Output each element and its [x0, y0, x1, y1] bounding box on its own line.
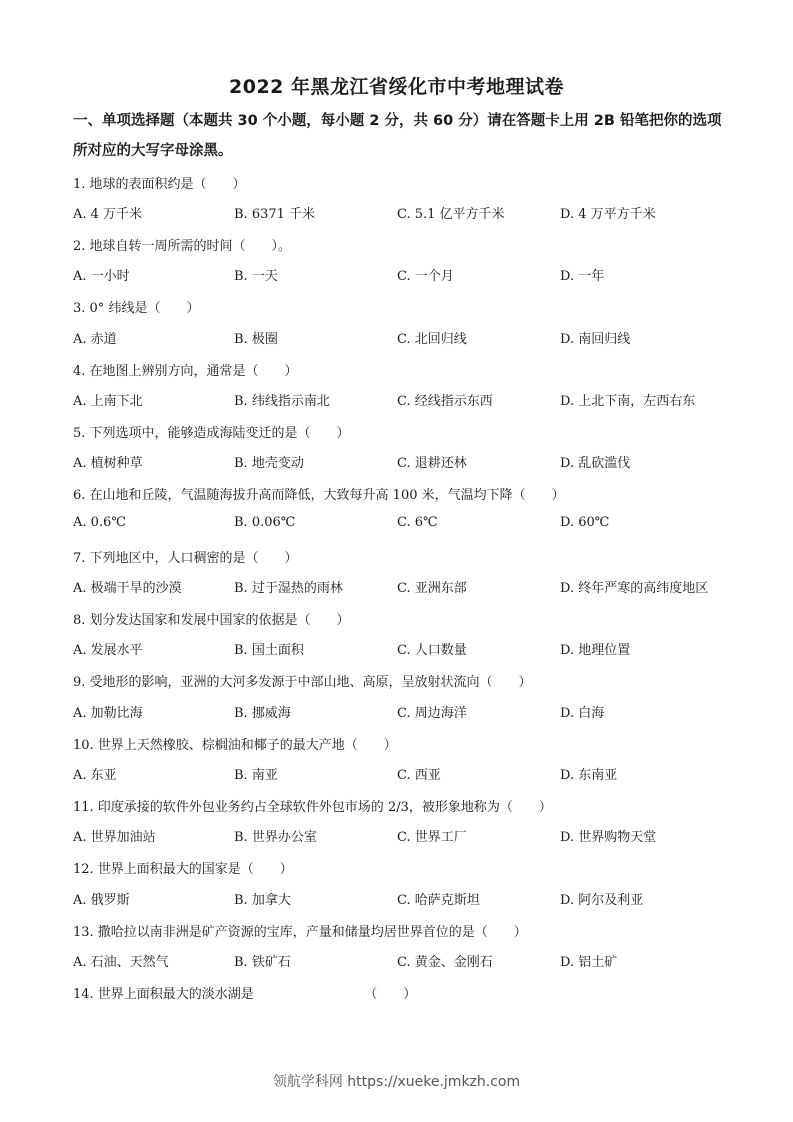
option-b: B. 6371 千米	[234, 207, 316, 222]
option-b: B. 国土面积	[234, 643, 304, 658]
question-options	[73, 203, 733, 223]
option-d: D. 60℃	[560, 515, 610, 530]
question-options	[73, 577, 733, 597]
question-stem: 3. 0° 纬线是（ ）	[73, 301, 200, 316]
question-options	[73, 265, 733, 285]
question-options	[73, 889, 733, 909]
question-stem: 7. 下列地区中，人口稠密的是（ ）	[73, 551, 298, 566]
question-options	[73, 826, 733, 846]
question-stem: 14. 世界上面积最大的淡水湖是 （ ）	[73, 987, 417, 1002]
option-b: B. 铁矿石	[234, 955, 291, 970]
question-stem: 12. 世界上面积最大的国家是（ ）	[73, 862, 293, 877]
option-c: C. 人口数量	[397, 643, 467, 658]
question-stem: 6. 在山地和丘陵，气温随海拔升高而降低，大致每升高 100 米，气温均下降（ ）	[73, 488, 565, 503]
option-c: C. 西亚	[397, 768, 441, 783]
option-a: A. 石油、天然气	[73, 955, 169, 970]
option-c: C. 6℃	[397, 515, 438, 530]
option-b: B. 纬线指示南北	[234, 394, 330, 409]
option-d: D. 上北下南，左西右东	[560, 394, 696, 409]
option-b: B. 加拿大	[234, 893, 291, 908]
option-d: D. 世界购物天堂	[560, 830, 657, 845]
question-options	[73, 515, 733, 535]
question-options	[73, 452, 733, 472]
question-stem: 5. 下列选项中，能够造成海陆变迁的是（ ）	[73, 426, 350, 441]
option-a: A. 一小时	[73, 269, 130, 284]
option-c: C. 黄金、金刚石	[397, 955, 493, 970]
question-stem: 1. 地球的表面积约是（ ）	[73, 177, 246, 192]
option-a: A. 上南下北	[73, 394, 143, 409]
option-b: B. 世界办公室	[234, 830, 317, 845]
question-stem: 4. 在地图上辨别方向，通常是（ ）	[73, 364, 298, 379]
option-a: A. 0.6℃	[73, 515, 126, 530]
option-d: D. 终年严寒的高纬度地区	[560, 581, 709, 596]
question-stem: 9. 受地形的影响，亚洲的大河多发源于中部山地、高原，呈放射状流向（ ）	[73, 675, 532, 690]
option-b: B. 过于湿热的雨林	[234, 581, 343, 596]
option-b: B. 极圈	[234, 332, 278, 347]
question-stem: 2. 地球自转一周所需的时间（ ）。	[73, 239, 292, 254]
option-a: A. 东亚	[73, 768, 117, 783]
question-options	[73, 702, 733, 722]
option-b: B. 一天	[234, 269, 278, 284]
option-a: A. 4 万千米	[73, 207, 143, 222]
option-d: D. 东南亚	[560, 768, 618, 783]
question-options	[73, 951, 733, 971]
option-a: A. 极端干旱的沙漠	[73, 581, 182, 596]
question-options	[73, 328, 733, 348]
option-b: B. 地壳变动	[234, 456, 304, 471]
option-a: A. 赤道	[73, 332, 117, 347]
question-options	[73, 764, 733, 784]
option-a: A. 加勒比海	[73, 706, 143, 721]
section-heading: 一、单项选择题（本题共 30 个小题，每小题 2 分，共 60 分）请在答题卡上用 2B 铅笔把你的选项所对应的大写字母涂黑。	[73, 113, 722, 159]
option-a: A. 世界加油站	[73, 830, 156, 845]
footer-watermark: 领航学科网 https://xueke.jmkzh.com	[272, 1074, 521, 1090]
option-c: C. 一个月	[397, 269, 454, 284]
option-d: D. 白海	[560, 706, 605, 721]
option-c: C. 亚洲东部	[397, 581, 467, 596]
option-a: A. 植树种草	[73, 456, 143, 471]
option-c: C. 经线指示东西	[397, 394, 493, 409]
question-stem: 13. 撒哈拉以南非洲是矿产资源的宝库，产量和储量均居世界首位的是（ ）	[73, 925, 527, 940]
option-a: A. 俄罗斯	[73, 893, 130, 908]
option-c: C. 世界工厂	[397, 830, 467, 845]
question-stem: 10. 世界上天然橡胶、棕榈油和椰子的最大产地（ ）	[73, 738, 397, 753]
option-c: C. 退耕还林	[397, 456, 467, 471]
option-c: C. 5.1 亿平方千米	[397, 207, 505, 222]
option-a: A. 发展水平	[73, 643, 143, 658]
option-c: C. 哈萨克斯坦	[397, 893, 480, 908]
page-title: 2022 年黑龙江省绥化市中考地理试卷	[229, 76, 564, 98]
question-stem: 11. 印度承接的软件外包业务约占全球软件外包市场的 2/3，被形象地称为（ ）	[73, 800, 552, 815]
question-stem: 8. 划分发达国家和发展中国家的依据是（ ）	[73, 613, 350, 628]
option-b: B. 南亚	[234, 768, 278, 783]
option-c: C. 北回归线	[397, 332, 467, 347]
question-options	[73, 390, 733, 410]
option-c: C. 周边海洋	[397, 706, 467, 721]
question-options	[73, 639, 733, 659]
option-d: D. 乱砍滥伐	[560, 456, 631, 471]
option-b: B. 挪威海	[234, 706, 291, 721]
option-b: B. 0.06℃	[234, 515, 296, 530]
option-d: D. 阿尔及利亚	[560, 893, 644, 908]
option-d: D. 铝土矿	[560, 955, 618, 970]
option-d: D. 地理位置	[560, 643, 631, 658]
option-d: D. 一年	[560, 269, 605, 284]
option-d: D. 4 万平方千米	[560, 207, 656, 222]
option-d: D. 南回归线	[560, 332, 631, 347]
